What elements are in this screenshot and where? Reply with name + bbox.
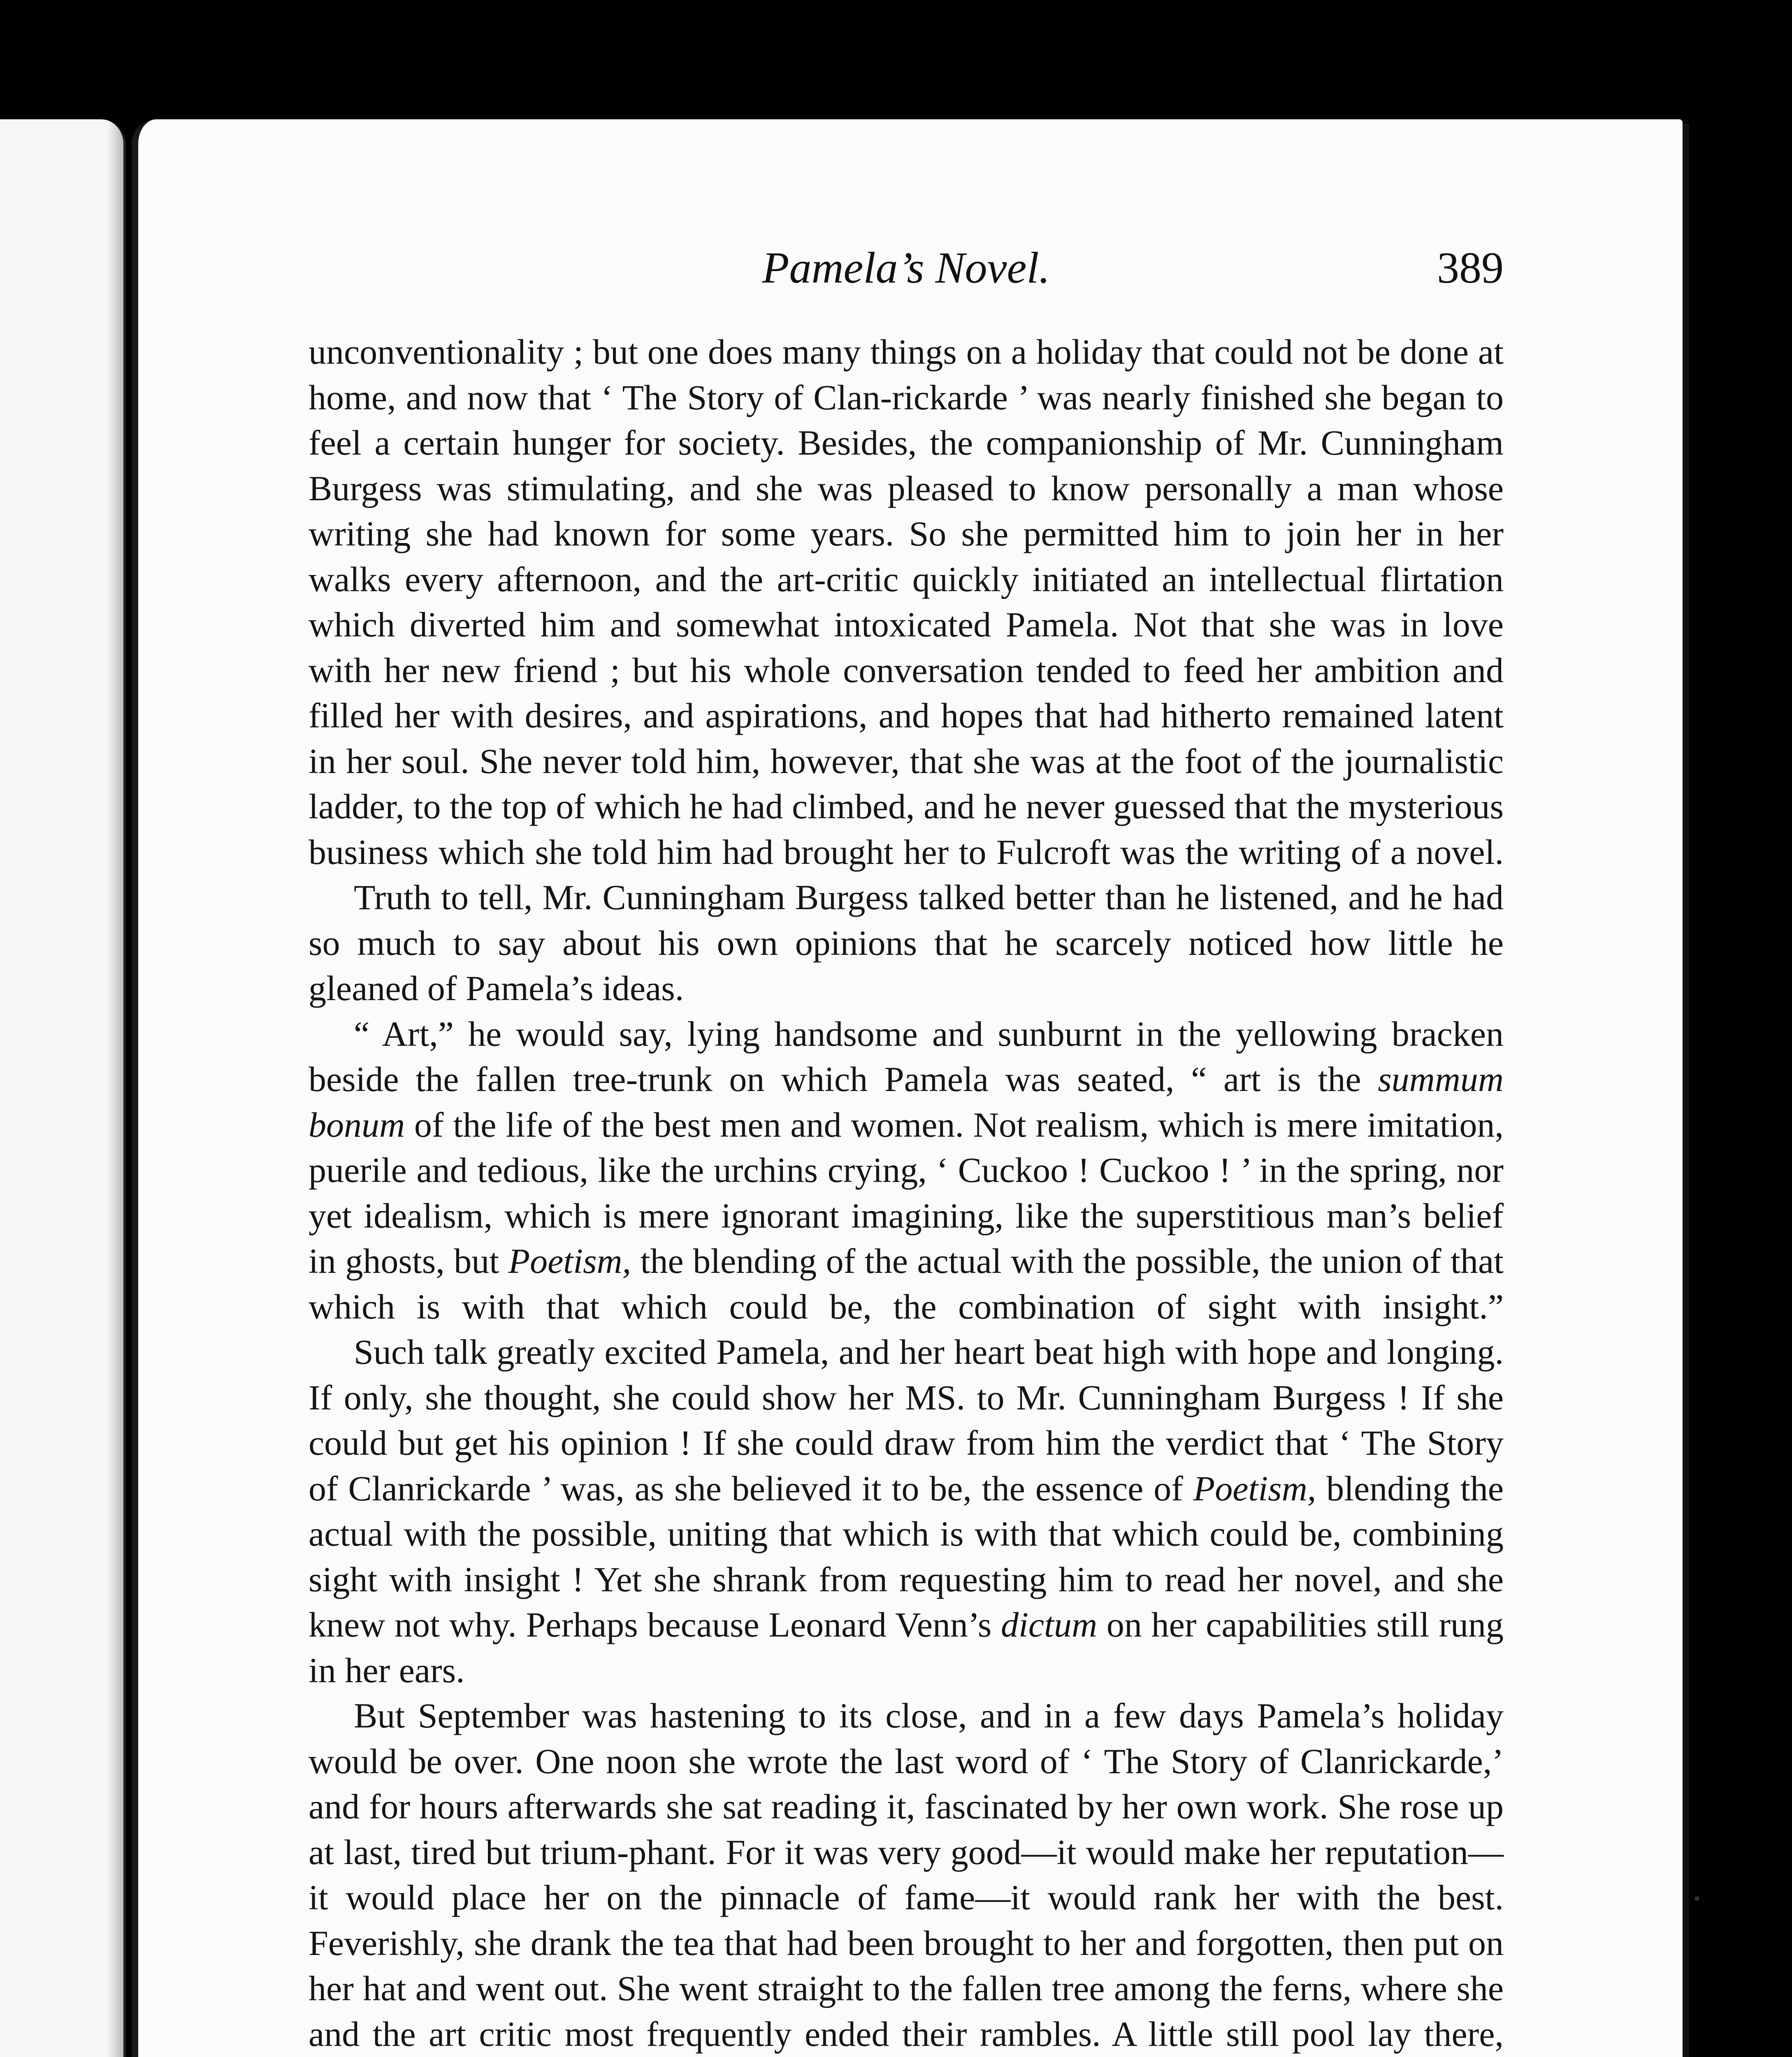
body-text — [309, 329, 1504, 2057]
text-run: blending the actual with the possible, uniting that which is with that which could be, combining sight with insight ! Yet she shrank from requesting him to read her novel, and she knew not why. Perhaps because Leonard Venn’s — [309, 1468, 1504, 1644]
scan-speck — [1695, 1897, 1699, 1901]
paragraph — [309, 1011, 1504, 1330]
text-run: of the life of the best men and women. Not realism, which is mere imitation, puerile and tedious, like the urchins crying, ‘ Cuckoo ! Cuckoo ! ’ in the spring, nor yet idealism, which is mere ignorant imagining, like the superstitious man’s belief in ghosts, but — [309, 1105, 1504, 1281]
italic-phrase: Poetism, — [1193, 1468, 1316, 1508]
italic-phrase: dictum — [1001, 1605, 1098, 1644]
text-run: the blending of the actual with the possible, the union of that which is with that which could be, the combination of sight with insight.” — [309, 1241, 1504, 1326]
page-number: 389 — [1437, 244, 1504, 293]
italic-phrase: Poetism, — [508, 1241, 631, 1281]
text-run: Such talk greatly excited Pamela, and her heart beat high with hope and longing. If only, she thought, she could show her MS. to Mr. Cunningham Burgess ! If she could but get his opinion ! If she could draw from him the verdict that ‘ The Story of Clanrickarde ’ was, as she believed it to be, the essence of — [309, 1332, 1504, 1508]
text-run: Truth to tell, Mr. Cunningham Burgess talked better than he listened, and he had so much to say about his own opinions that he scarcely noticed how little he gleaned of Pamela’s ideas. — [309, 878, 1504, 1008]
text-run: “ Art,” he would say, lying handsome and sunburnt in the yellowing bracken beside the fallen tree-trunk on which Pamela was seated, “ art is the — [309, 1014, 1504, 1099]
text-run: unconventionality ; but one does many things on a holiday that could not be done at home, and now that ‘ The Story of Clan-rickarde ’ was nearly finished she began to feel a certain hunger for society. Besides, the companionship of Mr. Cunningham Burgess was stimulating, and she was pleased to know personally a man whose writing she had known for some years. So she permitted him to join her in her walks every afternoon, and the art-critic quickly initiated an intellectual flirtation which diverted him and somewhat intoxicated Pamela. Not that she was in love with her new friend ; but his whole conversation tended to feed her ambition and filled her with desires, and aspirations, and hopes that had hitherto remained latent in her soul. She never told him, however, that she was at the foot of the journalistic ladder, to the top of which he had climbed, and he never guessed that the mysterious business which she told him had brought her to Fulcroft was the writing of a novel. — [309, 332, 1504, 872]
paragraph — [309, 1329, 1504, 1693]
text-run: But September was hastening to its close, and in a few days Pamela’s holiday would be over. One noon she wrote the last word of ‘ The Story of Clanrickarde,’ and for hours afterwards she sat reading it, fascinated by her own work. She rose up at last, tired but trium-phant. For it was very good—it would make her reputation—it would place her on the pinnacle of fame—it would rank her with the best. Feverishly, she drank the tea that had been brought to her and forgotten, then put on her hat and went out. She went straight to the fallen tree among the ferns, where she and the art critic most frequently ended their rambles. A little still pool lay there, — [309, 1696, 1504, 2054]
paragraph — [309, 1693, 1504, 2057]
facing-page-edge — [0, 119, 126, 2057]
paragraph — [309, 875, 1504, 1011]
spine-shadow — [107, 119, 123, 2057]
paragraph — [309, 329, 1504, 875]
page-edge-shadow — [1683, 123, 1689, 2057]
text-run: on her capabilities still rung in her ears. — [309, 1605, 1504, 1690]
italic-phrase: summum bonum — [309, 1059, 1504, 1145]
running-title: Pamela’s Novel. — [762, 244, 1050, 293]
running-head — [309, 243, 1504, 300]
